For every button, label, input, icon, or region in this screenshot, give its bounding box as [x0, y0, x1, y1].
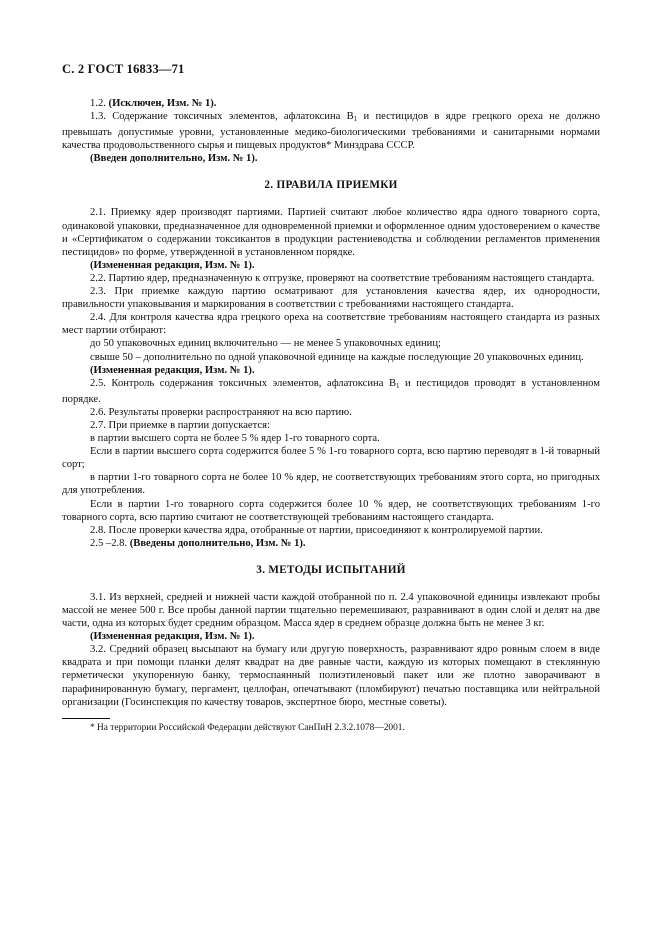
clause-text: 1.3. Содержание токсичных элементов, афлатоксина B — [90, 111, 354, 123]
clause-2-4: 2.4. Для контроля качества ядра грецкого ореха на соответствие требованиям настоящего стандарта из разных мест партии отбирают: — [62, 312, 600, 337]
clause-2-6: 2.6. Результаты проверки распространяют на всю партию. — [90, 406, 352, 418]
clause-1-3 — [62, 110, 600, 152]
amendment-note: (Измененная редакция, Изм. № 1). — [90, 259, 255, 271]
clause-range-note — [62, 537, 600, 550]
clause-3-2: 3.2. Средний образец высыпают на бумагу или другую поверхность, разравнивают ядро ровным слоем в виде квадрата и при помощи планки делят квадрат на две равные части, каждую из которых помещают в стеклянную герметически укупоренную банку, термоспаянный полиэтиленовый пакет или же плотно заворачивают в парафинированную бумагу, пергамент, целлофан, опечатывают (пломбируют) печатью поставщика или нейтральной организации (Госинспекция по качеству товаров, экспертное бюро, местные советы). — [62, 644, 600, 708]
clause-text: и пестицидов проводят в установленном порядке. — [62, 377, 600, 405]
section-2-title: 2. ПРАВИЛА ПРИЕМКИ — [264, 179, 398, 192]
footnote-divider — [62, 718, 110, 719]
amendment-note: (Измененная редакция, Изм. № 1). — [90, 364, 255, 376]
amendment-note: (Введен дополнительно, Изм. № 1). — [90, 153, 258, 165]
clause-2-4-item: до 50 упаковочных единиц включительно — не менее 5 упаковочных единиц; — [90, 338, 441, 350]
amendment-note: (Введены дополнительно, Изм. № 1). — [129, 537, 306, 549]
clause-2-7-item: Если в партии высшего сорта содержится более 5 % 1-го товарного сорта, всю партию переводят в 1-й товарный сорт; — [62, 446, 600, 471]
section-3-title: 3. МЕТОДЫ ИСПЫТАНИЙ — [256, 563, 406, 576]
clause-2-1: 2.1. Приемку ядер производят партиями. Партией считают любое количество ядра одного товарного сорта, одинаковой упаковки, предназначенное для одновременной приемки и оформленное одним удостоверением о качестве и «Сертификатом о содержании токсикантов в продукции растениеводства и соблюдении регламентов применения пестицидов» по форме, утвержденной в установленном порядке. — [62, 207, 600, 258]
clause-2-5 — [62, 377, 600, 406]
clause-2-7-item: в партии высшего сорта не более 5 % ядер 1-го товарного сорта. — [90, 433, 380, 445]
page-header: С. 2 ГОСТ 16833—71 — [62, 62, 185, 76]
clause-2-7-item: в партии 1-го товарного сорта не более 10 % ядер, не соответствующих требованиям этого сорта, но пригодных для употребления. — [62, 472, 600, 497]
amendment-note: (Измененная редакция, Изм. № 1). — [90, 631, 255, 643]
clause-text: и пестицидов в ядре грецкого ореха не должно превышать допустимые уровни, установленные медико-биологическими требованиями и санитарными нормами качества продовольственного сырья и пищевых продуктов* Минздрава СССР. — [62, 111, 600, 152]
clause-2-2: 2.2. Партию ядер, предназначенную к отгрузке, проверяют на соответствие требованиям настоящего стандарта. — [90, 272, 595, 284]
clause-2-7-item: Если в партии 1-го товарного сорта содержится более 10 % ядер, не соответствующих требованиям 1-го товарного сорта, всю партию считают не соответствующей требованиям настоящего стандарта. — [62, 498, 600, 523]
amendment-note: (Исключен, Изм. № 1). — [108, 98, 217, 109]
clause-number: 2.5 –2.8. — [90, 537, 128, 549]
clause-3-1: 3.1. Из верхней, средней и нижней части каждой отобранной по п. 2.4 упаковочной единицы извлекают пробы массой не менее 500 г. Все пробы данной партии тщательно перемешивают, разравнивают в один слой и делят на две части, одна из которых будет средним образцом. Масса ядер в среднем образце должна быть не менее 3 кг. — [62, 591, 600, 630]
clause-2-7: 2.7. При приемке в партии допускается: — [90, 419, 270, 431]
clause-2-3: 2.3. При приемке каждую партию осматривают для установления качества ядер, их однородности, правильности упаковывания и маркирования в соответствии с требованиями настоящего стандарта. — [62, 286, 600, 311]
subscript: 1 — [396, 381, 400, 390]
document-page — [62, 62, 600, 734]
subscript: 1 — [353, 115, 358, 124]
clause-2-4-item: свыше 50 – дополнительно по одной упаковочной единице на каждые последующие 20 упаковочных единиц. — [90, 351, 584, 363]
clause-number: 1.2. — [90, 98, 106, 109]
clause-2-8: 2.8. После проверки качества ядра, отобранные от партии, присоединяют к контролируемой партии. — [90, 524, 543, 536]
clause-text: 2.5. Контроль содержания токсичных элементов, афлатоксина B — [90, 377, 397, 389]
footnote: * На территории Российской Федерации действуют СанПиН 2.3.2.1078—2001. — [90, 722, 405, 733]
clause-1-2 — [62, 97, 600, 110]
